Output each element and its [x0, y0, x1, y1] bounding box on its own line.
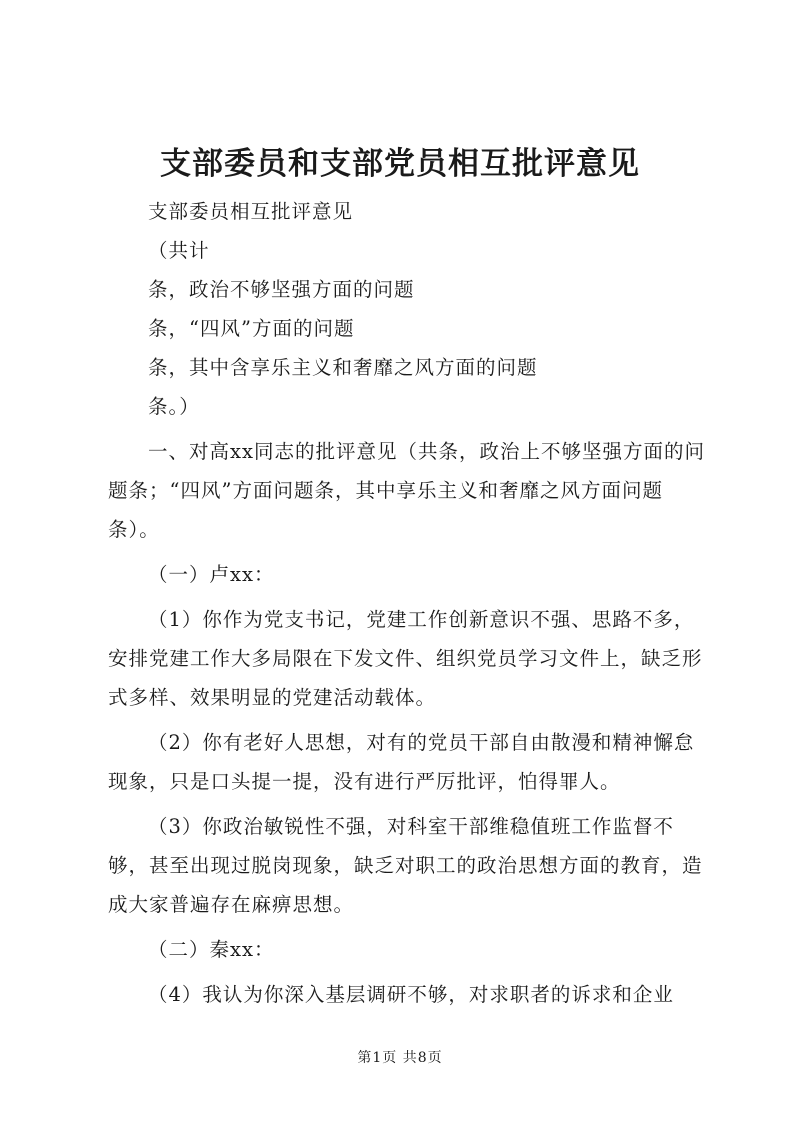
- paragraph: 条，其中含享乐主义和奢靡之风方面的问题: [148, 356, 538, 379]
- paragraph: （共计: [148, 239, 210, 262]
- subtitle: 支部委员相互批评意见: [148, 200, 354, 223]
- paragraph: （1）你作为党支书记，党建工作创新意识不强、思路不多，安排党建工作大多局限在下发文件、组织党员学习文件上，缺乏形式多样、效果明显的党建活动载体。: [108, 608, 703, 709]
- paragraph: （4）我认为你深入基层调研不够，对求职者的诉求和企业: [148, 983, 674, 1006]
- section-heading: （一）卢xx：: [148, 563, 275, 586]
- section-heading: （二）秦xx：: [148, 938, 275, 961]
- document-title: 支部委员和支部党员相互批评意见: [160, 146, 640, 182]
- paragraph: 条，政治不够坚强方面的问题: [148, 278, 415, 301]
- paragraph: （3）你政治敏锐性不强，对科室干部维稳值班工作监督不够，甚至出现过脱岗现象，缺乏对职工的政治思想方面的教育，造成大家普遍存在麻痹思想。: [108, 815, 703, 916]
- document-body: [108, 192, 708, 1014]
- paragraph: 一、对高xx同志的批评意见（共条，政治上不够坚强方面的问题条；“四风”方面问题条，其中享乐主义和奢靡之风方面问题条）。: [108, 440, 705, 541]
- paragraph: 条，“四风”方面的问题: [148, 317, 355, 340]
- paragraph: 条。）: [148, 395, 200, 418]
- paragraph: （2）你有老好人思想，对有的党员干部自由散漫和精神懈怠现象，只是口头提一提，没有进行严厉批评，怕得罪人。: [108, 731, 695, 793]
- page-footer: 第1页 共8页: [357, 1050, 443, 1066]
